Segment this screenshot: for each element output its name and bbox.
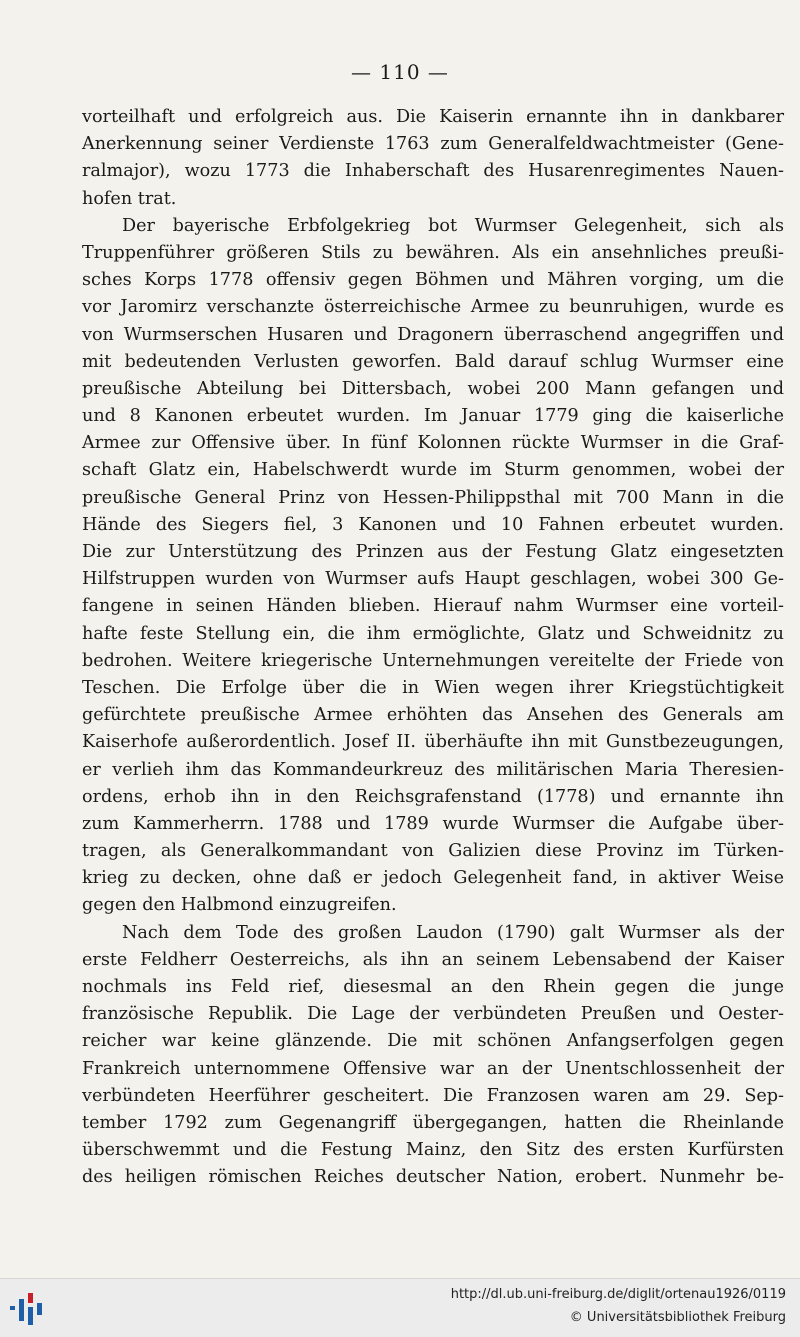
text-line: ralmajor), wozu 1773 die Inhaberschaft des Husarenregimentes Nauen-	[82, 161, 784, 182]
text-line: preußische Abteilung bei Dittersbach, wobei 200 Mann gefangen und	[82, 378, 784, 399]
text-line: Nach dem Tode des großen Laudon (1790) galt Wurmser als der	[122, 922, 784, 943]
text-line: erste Feldherr Oesterreichs, als ihn an seinem Lebensabend der Kaiser	[82, 949, 784, 970]
text-line: Anerkennung seiner Verdienste 1763 zum Generalfeldwachtmeister (Gene-	[82, 134, 784, 155]
text-line: überschwemmt und die Festung Mainz, den Sitz des ersten Kurfürsten	[82, 1140, 784, 1161]
text-line: reicher war keine glänzende. Die mit schönen Anfangserfolgen gegen	[82, 1031, 784, 1052]
source-url-link[interactable]: http://dl.ub.uni-freiburg.de/diglit/ortenau1926/0119	[450, 1287, 786, 1302]
text-line: Hilfstruppen wurden von Wurmser aufs Haupt geschlagen, wobei 300 Ge-	[82, 569, 784, 590]
text-line: bedrohen. Weitere kriegerische Unternehmungen vereitelte der Friede von	[82, 650, 784, 671]
text-line: mit bedeutenden Verlusten geworfen. Bald darauf schlug Wurmser eine	[82, 351, 784, 372]
text-line: zum Kammerherrn. 1788 und 1789 wurde Wurmser die Aufgabe über-	[82, 813, 784, 834]
text-line: verbündeten Heerführer gescheitert. Die Franzosen waren am 29. Sep-	[82, 1085, 784, 1106]
text-line: tragen, als Generalkommandant von Galizien diese Provinz im Türken-	[82, 841, 784, 862]
text-line: Frankreich unternommene Offensive war an der Unentschlossenheit der	[82, 1058, 784, 1079]
text-line: vorteilhaft und erfolgreich aus. Die Kaiserin ernannte ihn in dankbarer	[82, 107, 784, 127]
viewer-footer	[0, 1278, 800, 1337]
text-line: Der bayerische Erbfolgekrieg bot Wurmser Gelegenheit, sich als	[122, 215, 784, 236]
text-line: Die zur Unterstützung des Prinzen aus der Festung Glatz eingesetzten	[82, 542, 784, 562]
page-number: — 110 —	[351, 60, 449, 84]
text-line: gefürchtete preußische Armee erhöhten das Ansehen des Generals am	[82, 705, 784, 726]
text-line: fangene in seinen Händen blieben. Hierauf nahm Wurmser eine vorteil-	[82, 596, 784, 617]
body-text	[82, 104, 784, 1192]
text-line: preußische General Prinz von Hessen-Philippsthal mit 700 Mann in die	[82, 487, 784, 508]
text-line: Armee zur Offensive über. In fünf Kolonnen rückte Wurmser in die Graf-	[82, 433, 784, 454]
text-line: hafte feste Stellung ein, die ihm ermöglichte, Glatz und Schweidnitz zu	[82, 623, 784, 644]
text-line: ordens, erhob ihn in den Reichsgrafenstand (1778) und ernannte ihn	[82, 786, 784, 807]
text-line: Kaiserhofe außerordentlich. Josef II. überhäufte ihn mit Gunstbezeugungen,	[82, 732, 784, 753]
text-line: schaft Glatz ein, Habelschwerdt wurde im Sturm genommen, wobei der	[82, 460, 784, 481]
text-line: nochmals ins Feld rief, diesesmal an den Rhein gegen die junge	[82, 977, 784, 997]
text-line: von Wurmserschen Husaren und Dragonern überraschend angegriffen und	[82, 324, 784, 345]
text-line: krieg zu decken, ohne daß er jedoch Gelegenheit fand, in aktiver Weise	[82, 868, 784, 889]
text-line: tember 1792 zum Gegenangriff übergegangen, hatten die Rheinlande	[82, 1112, 784, 1133]
text-line: er verlieh ihm das Kommandeurkreuz des militärischen Maria Theresien-	[82, 759, 784, 780]
text-line: Teschen. Die Erfolge über die in Wien wegen ihrer Kriegstüchtigkeit	[82, 677, 784, 698]
text-line: des heiligen römischen Reiches deutscher Nation, erobert. Nunmehr be-	[82, 1167, 784, 1188]
text-line: Truppenführer größeren Stils zu bewähren. Als ein ansehnliches preußi-	[82, 242, 784, 263]
text-line: gegen den Halbmond einzugreifen.	[82, 895, 397, 916]
text-line: sches Korps 1778 offensiv gegen Böhmen und Mähren vorging, um die	[82, 270, 784, 291]
text-line: und 8 Kanonen erbeutet wurden. Im Januar 1779 ging die kaiserliche	[82, 406, 784, 427]
copyright-notice: © Universitätsbibliothek Freiburg	[569, 1310, 786, 1325]
text-line: französische Republik. Die Lage der verbündeten Preußen und Oester-	[82, 1004, 784, 1025]
text-line: hofen trat.	[82, 188, 177, 209]
ub-freiburg-logo-icon[interactable]	[8, 1289, 48, 1329]
text-line: vor Jaromirz verschanzte österreichische Armee zu beunruhigen, wurde es	[82, 297, 784, 318]
text-line: Hände des Siegers fiel, 3 Kanonen und 10 Fahnen erbeutet wurden.	[82, 514, 784, 535]
